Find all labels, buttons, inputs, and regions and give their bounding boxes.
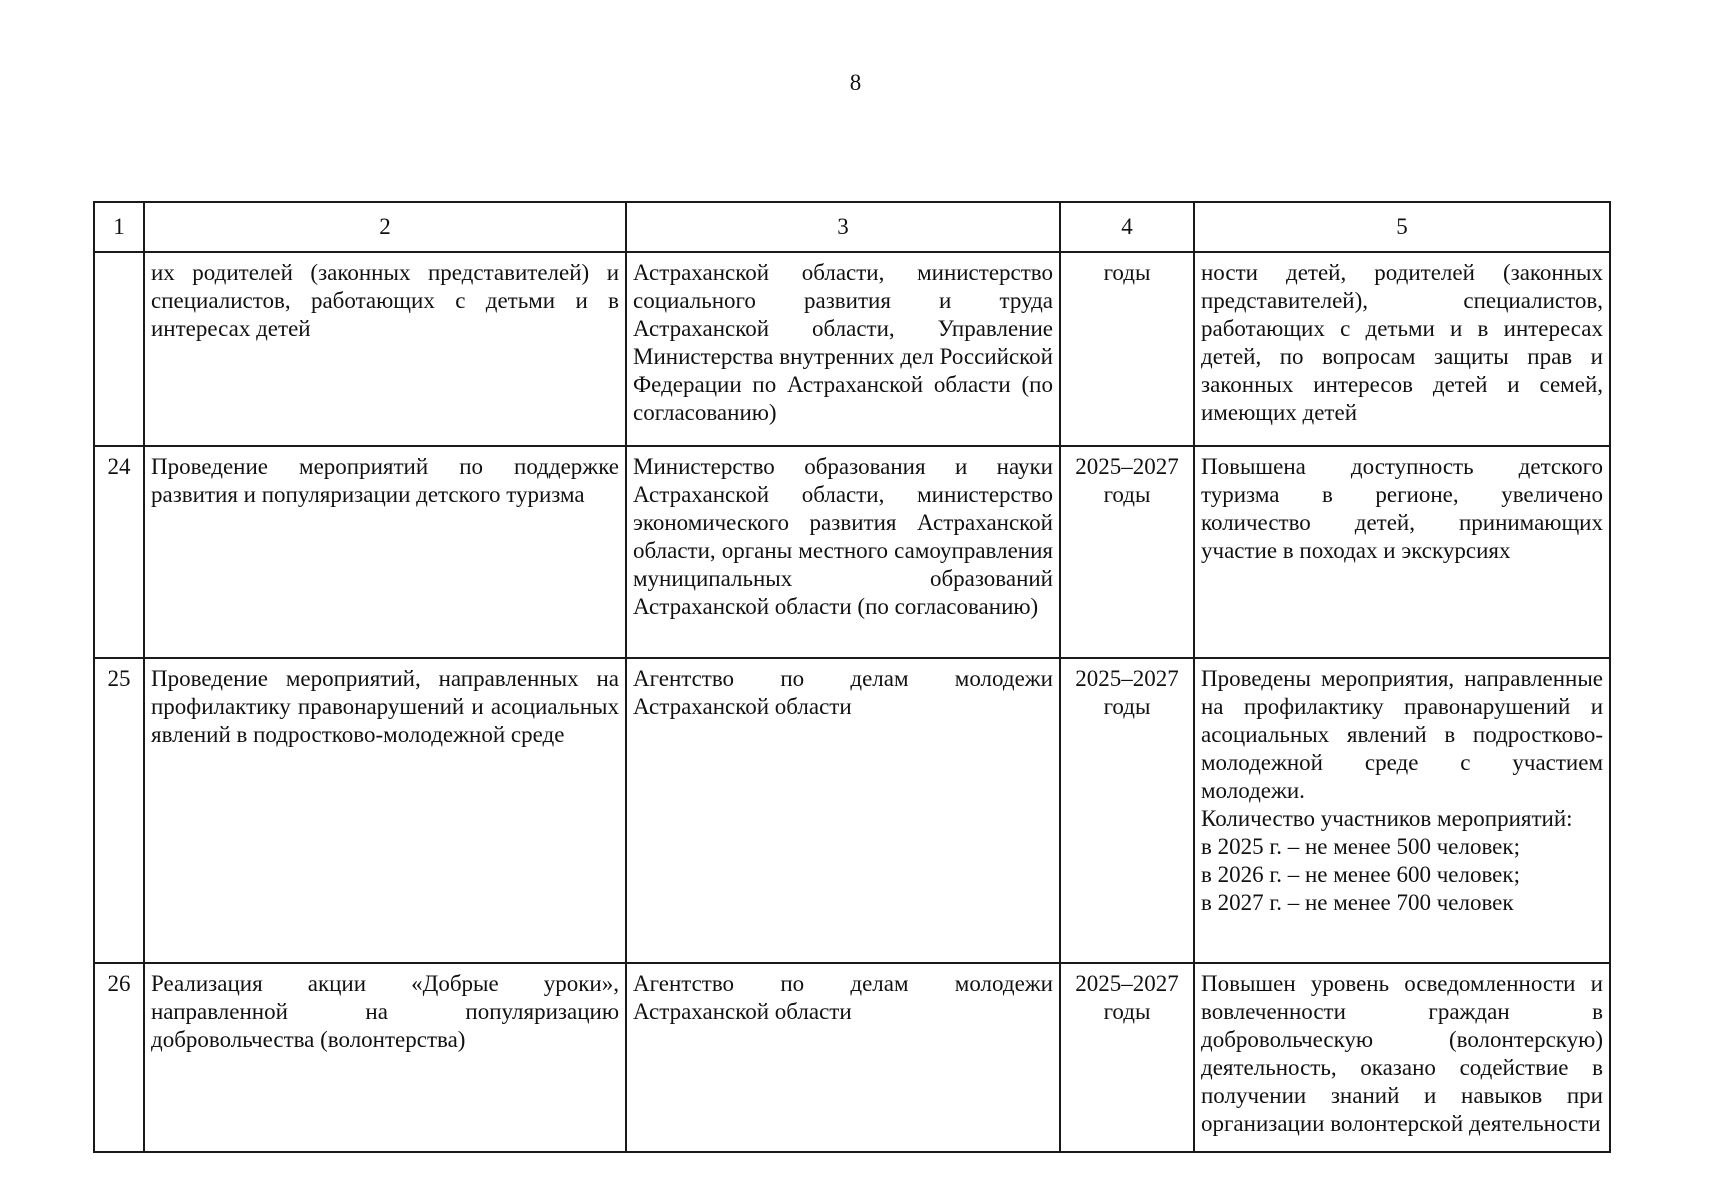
executors-cell: Министерство образования и науки Астраханской области, министерство экономического развития Астраханской области, органы местного самоуправления муниципальных образований Астраханской области (по согласованию): [626, 446, 1060, 658]
table-row: [94, 252, 1610, 446]
column-header-5: 5: [1194, 202, 1610, 252]
table-header-row: [94, 202, 1610, 252]
table-row: [94, 446, 1610, 658]
column-header-2: 2: [144, 202, 626, 252]
executors-cell: Астраханской области, министерство социального развития и труда Астраханской области, Управление Министерства внутренних дел Российской Федерации по Астраханской области (по согласованию): [626, 252, 1060, 446]
row-number-cell: 24: [94, 446, 144, 658]
column-header-3: 3: [626, 202, 1060, 252]
row-number-cell: 26: [94, 963, 144, 1152]
table-row: [94, 658, 1610, 963]
result-count-label: Количество участников мероприятий:: [1201, 806, 1573, 831]
event-cell: Проведение мероприятий, направленных на профилактику правонарушений и асоциальных явлений в подростково-молодежной среде: [144, 658, 626, 963]
result-cell: Повышена доступность детского туризма в регионе, увеличено количество детей, принимающих участие в походах и экскурсиях: [1194, 446, 1610, 658]
event-cell: Реализация акции «Добрые уроки», направленной на популяризацию добровольчества (волонтерства): [144, 963, 626, 1152]
column-header-1: 1: [94, 202, 144, 252]
row-number-cell: [94, 252, 144, 446]
result-main-text: Проведены мероприятия, направленные на профилактику правонарушений и асоциальных явлений в подростково-молодежной среде с участием молодежи.: [1201, 666, 1603, 803]
result-cell: Повышен уровень осведомленности и вовлеченности граждан в добровольческую (волонтерскую) деятельность, оказано содействие в получении знаний и навыков при организации волонтерской деятельности: [1194, 963, 1610, 1152]
event-cell: Проведение мероприятий по поддержке развития и популяризации детского туризма: [144, 446, 626, 658]
period-cell: 2025–2027 годы: [1060, 963, 1194, 1152]
result-cell: [1194, 658, 1610, 963]
table-row: [94, 963, 1610, 1152]
result-2025-line: в 2025 г. – не менее 500 человек;: [1201, 834, 1520, 859]
measures-table: [93, 201, 1611, 1153]
period-cell: годы: [1060, 252, 1194, 446]
row-number-cell: 25: [94, 658, 144, 963]
column-header-4: 4: [1060, 202, 1194, 252]
period-cell: 2025–2027 годы: [1060, 658, 1194, 963]
period-cell: 2025–2027 годы: [1060, 446, 1194, 658]
executors-cell: Агентство по делам молодежи Астраханской области: [626, 963, 1060, 1152]
executors-cell: Агентство по делам молодежи Астраханской области: [626, 658, 1060, 963]
event-cell: их родителей (законных представителей) и специалистов, работающих с детьми и в интересах детей: [144, 252, 626, 446]
page-number: 8: [849, 70, 862, 95]
result-cell: ности детей, родителей (законных представителей), специалистов, работающих с детьми и в интересах детей, по вопросам защиты прав и законных интересов детей и семей, имеющих детей: [1194, 252, 1610, 446]
result-2026-line: в 2026 г. – не менее 600 человек;: [1201, 862, 1520, 887]
result-2027-line: в 2027 г. – не менее 700 человек: [1201, 890, 1514, 915]
